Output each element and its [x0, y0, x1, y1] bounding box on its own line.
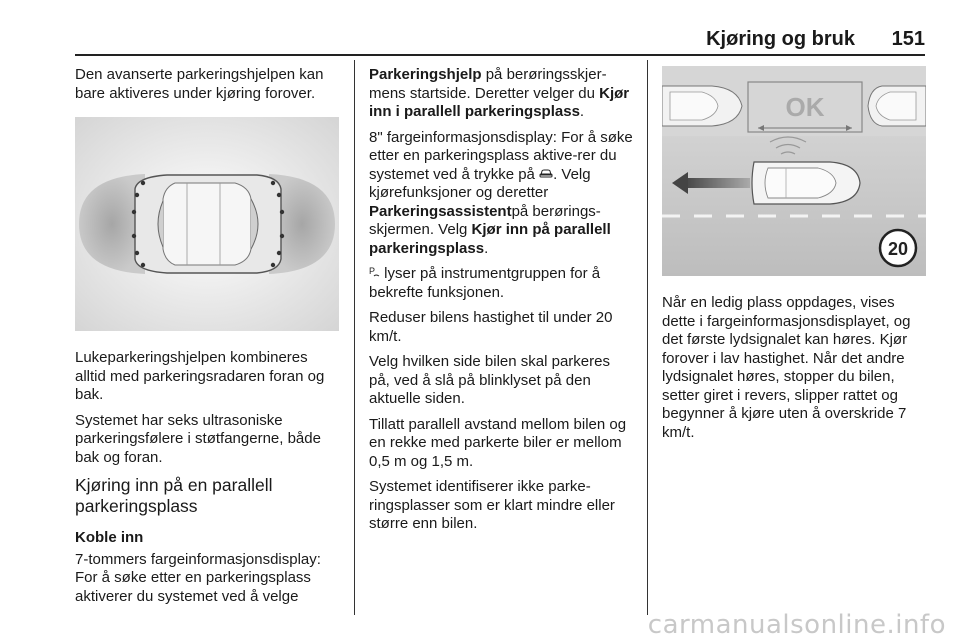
paragraph: Den avanserte parkeringshjelpen kan bare aktiveres under kjøring forover. — [75, 66, 324, 102]
page-number: 151 — [891, 28, 925, 50]
paragraph — [369, 66, 634, 122]
ui-term: Parkeringshjelp — [369, 66, 482, 83]
ui-term: Kjør inn i parallell parkeringsplass — [369, 84, 630, 120]
text: lyser på instrumentgruppen for å bekrefte funksjonen. — [369, 265, 601, 301]
ok-label: OK — [785, 92, 825, 122]
paragraph: Reduser bilens hastighet til under 20 km/t. — [369, 309, 613, 345]
ui-term: Parkeringsassistent — [369, 202, 512, 220]
column-divider-1 — [354, 60, 355, 615]
paragraph: Når en ledig plass oppdages, vises dette i fargeinformasjonsdisplayet, og det første lydsignalet kan høres. Kjør forover i lav hastighet. Når det andre lydsignalet høres, stopper du bilen, setter giret i revers, slipper rattet og begynner å kjøre uten å overskride 7 km/t. — [662, 294, 911, 441]
parallel-parking-figure — [662, 66, 926, 276]
svg-text:P: P — [369, 266, 376, 276]
speed-badge: 20 — [887, 239, 909, 259]
section-title: Kjøring inn på en parallell parkeringsplass — [75, 475, 273, 516]
header-divider — [75, 54, 925, 56]
paragraph: Systemet identifiserer ikke parke-ringsplasser som er klart mindre eller større enn bilen. — [369, 478, 615, 532]
parking-sensor-figure — [75, 117, 339, 331]
watermark: carmanualsonline.info — [647, 610, 946, 640]
text: . — [579, 103, 585, 120]
page-header — [75, 24, 925, 54]
ui-term: Kjør inn på parallell parkeringsplass — [369, 221, 611, 257]
paragraph: Tillatt parallell avstand mellom bilen og en rekke med parkerte biler er mellom 0,5 m og 1,5 m. — [369, 415, 627, 470]
parking-indicator-icon — [369, 265, 380, 278]
paragraph — [369, 129, 634, 259]
car-button-icon — [539, 168, 553, 179]
paragraph: Velg hvilken side bilen skal parkeres på, ved å slå på blinklyset på den aktuelle siden. — [369, 353, 610, 407]
column-3 — [662, 66, 926, 449]
text: 8" fargeinformasjonsdisplay: For å søke etter en parkeringsplass aktive-rer du systemet ved å trykke på — [369, 128, 633, 183]
text: . Velg kjørefunksjoner og deretter — [369, 165, 591, 201]
text: på berørings-skjermen. Velg — [369, 202, 601, 238]
paragraph — [369, 265, 634, 302]
column-2 — [369, 66, 634, 541]
column-divider-2 — [647, 60, 648, 615]
paragraph: Systemet har seks ultrasoniske parkeringsfølere i støtfangerne, både bak og foran. — [75, 411, 321, 466]
subheading: Koble inn — [75, 529, 144, 546]
text: . — [484, 239, 489, 257]
paragraph: Lukeparkeringshjelpen kombineres alltid med parkeringsradaren foran og bak. — [75, 349, 325, 403]
column-1 — [75, 66, 341, 613]
paragraph: 7-tommers fargeinformasjonsdisplay: For å søke etter en parkeringsplass aktiverer du systemet ved å velge — [75, 550, 321, 605]
chapter-title: Kjøring og bruk — [706, 28, 855, 50]
text: på berøringsskjer-mens startside. Deretter velger du — [369, 66, 607, 102]
